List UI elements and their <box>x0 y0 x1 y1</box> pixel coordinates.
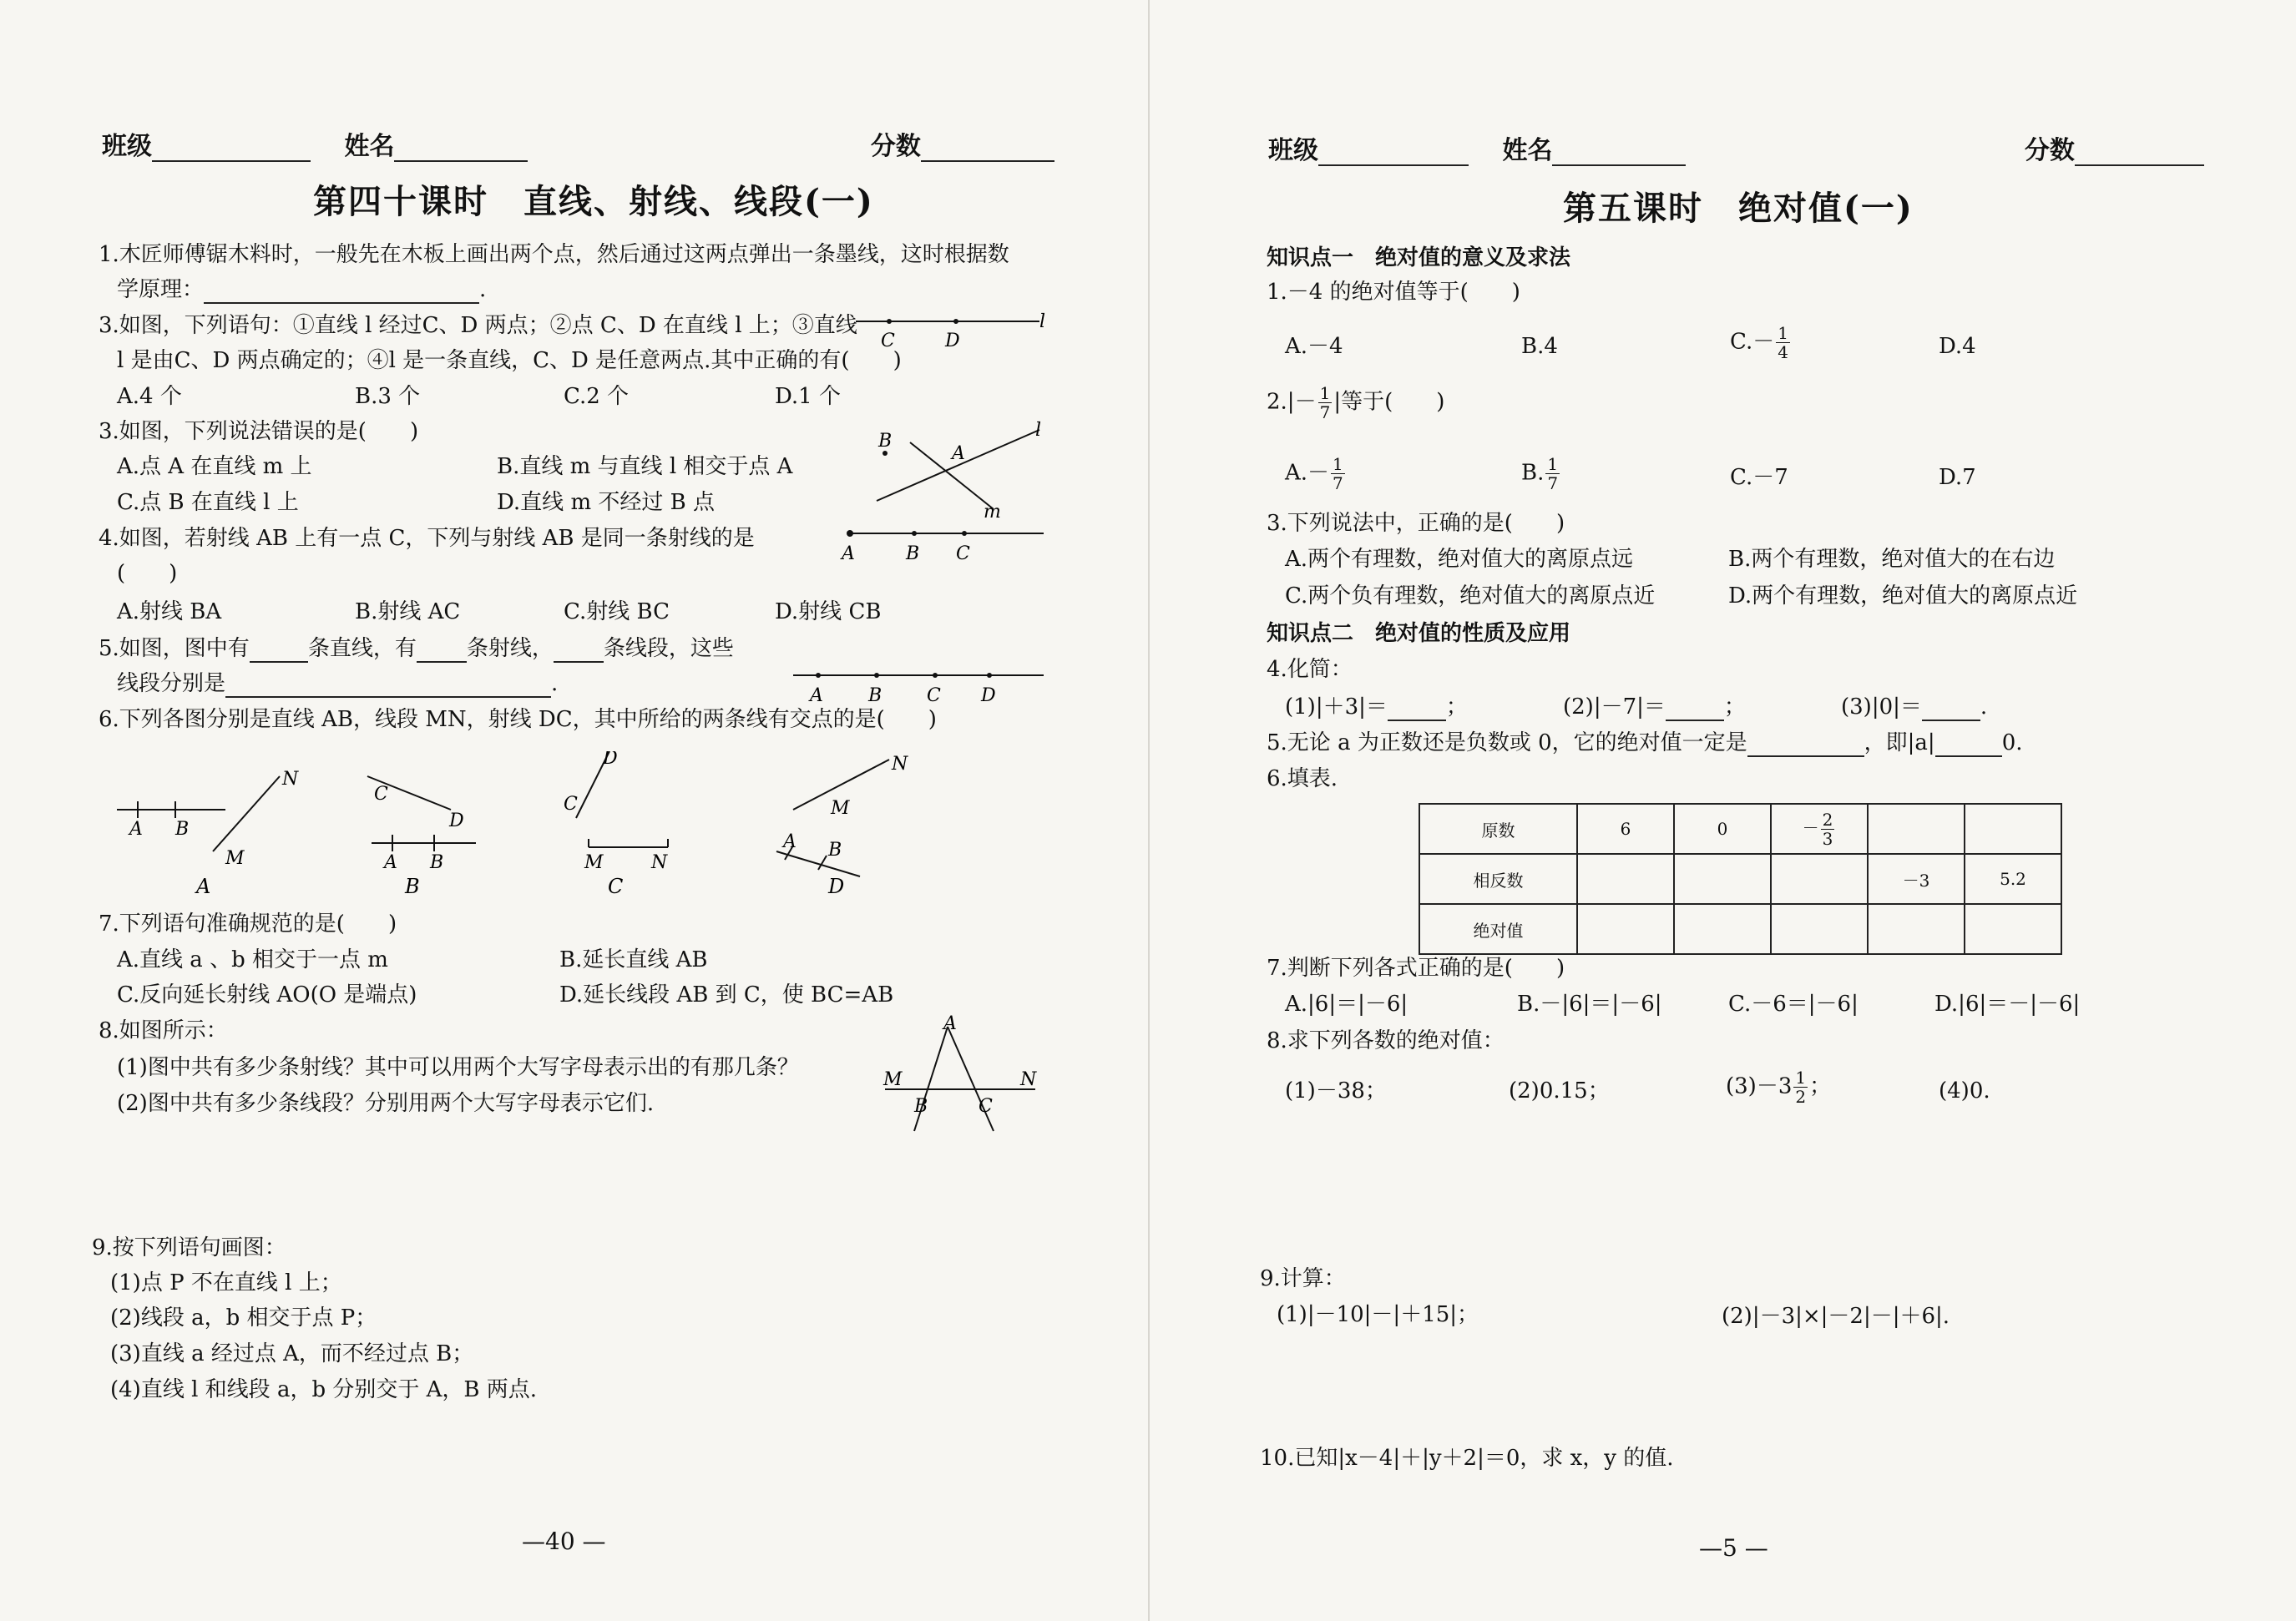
r-q4-b-text: (2)|－7|＝ <box>1563 694 1666 720</box>
frac-den: 7 <box>1547 473 1559 493</box>
r-q7-opt-a: A.|6|＝|－6| <box>1285 992 1408 1017</box>
name-blank[interactable] <box>1552 141 1686 166</box>
cell-empty[interactable] <box>1868 804 1965 854</box>
q5-blank3[interactable] <box>554 638 604 663</box>
fig-label-b: B <box>405 875 420 898</box>
q9-line3: (2)线段 a，b 相交于点 P； <box>110 1305 377 1331</box>
q1-line1: 1.木匠师傅锯木料时，一般先在木板上画出两个点，然后通过这两点弹出一条墨线，这时根据数 <box>99 242 1009 267</box>
r-q5-line1 <box>1267 729 2023 757</box>
svg-text:B: B <box>906 543 920 563</box>
r-q4-blank2[interactable] <box>1666 696 1724 721</box>
r-q4-a: (1)|＋3|＝ ； <box>1285 694 1468 720</box>
q7-line1: 7.下列语句准确规范的是( ) <box>99 911 397 937</box>
r-q9-a: (1)|－10|－|＋15|； <box>1277 1302 1479 1327</box>
cell-empty[interactable] <box>1965 904 2061 954</box>
class-blank[interactable] <box>152 137 311 162</box>
q3-opt-d: D.直线 m 不经过 B 点 <box>497 490 716 515</box>
q7-opt-c: C.反向延长射线 AO(O 是端点) <box>117 982 417 1007</box>
fraction <box>1318 384 1333 422</box>
svg-text:M: M <box>225 848 245 869</box>
svg-text:C: C <box>956 543 970 563</box>
frac-den: 3 <box>1822 828 1833 849</box>
cell-empty[interactable] <box>1577 854 1674 904</box>
q5-blank1[interactable] <box>250 638 308 663</box>
q4-opt-d: D.射线 CB <box>775 599 882 624</box>
r-q1-line1: 1.－4 的绝对值等于( ) <box>1267 280 1520 305</box>
q4-line2: ( ) <box>117 561 178 586</box>
q9-line4: (3)直线 a 经过点 A，而不经过点 B； <box>110 1341 474 1366</box>
r-q8-a: (1)－38； <box>1285 1078 1387 1103</box>
cell-empty[interactable] <box>1868 904 1965 954</box>
frac-num: 1 <box>1795 1068 1807 1088</box>
svg-text:D: D <box>603 751 618 769</box>
r-q9-line1: 9.计算： <box>1260 1266 1346 1291</box>
q9-line2: (1)点 P 不在直线 l 上； <box>110 1270 342 1295</box>
svg-text:C: C <box>881 331 895 351</box>
r-q8-b: (2)0.15； <box>1509 1078 1610 1103</box>
frac-num: 2 <box>1822 809 1833 830</box>
q8-line1: 8.如图所示： <box>99 1018 228 1043</box>
svg-text:N: N <box>651 852 668 873</box>
q2-opt-b: B.3 个 <box>355 384 421 409</box>
q5-a: 5.如图，图中有 <box>99 636 250 661</box>
q4-opt-c: C.射线 BC <box>564 599 670 624</box>
header-left <box>102 125 1054 162</box>
r-q2-a-text: A.－ <box>1285 460 1330 486</box>
fraction <box>1793 1068 1808 1106</box>
q9-line1: 9.按下列语句画图： <box>92 1235 286 1260</box>
r-q6-line1: 6.填表. <box>1267 766 1338 791</box>
name-label: 姓名 <box>344 132 395 161</box>
r-q1-c-text: C.－ <box>1730 329 1775 355</box>
fraction <box>1545 455 1560 492</box>
cell-empty[interactable] <box>1577 904 1674 954</box>
q4-line1: 4.如图，若射线 AB 上有一点 C，下列与射线 AB 是同一条射线的是 <box>99 526 755 551</box>
q5-blank4[interactable] <box>225 673 551 698</box>
svg-text:C: C <box>927 685 941 705</box>
r-q3-opt-b: B.两个有理数，绝对值大的在右边 <box>1728 547 2056 572</box>
table-row <box>1419 904 2061 954</box>
svg-text:N: N <box>892 754 908 775</box>
q2-figure <box>852 309 1052 359</box>
r-q2-pre: 2.|－ <box>1267 389 1317 415</box>
q5-line1 <box>99 634 734 663</box>
score-label: 分数 <box>2024 136 2075 165</box>
r-q7-line1: 7.判断下列各式正确的是( ) <box>1267 956 1565 981</box>
q8-figure <box>877 1014 1052 1139</box>
header-right <box>1268 129 2204 166</box>
row-header: 原数 <box>1419 804 1577 854</box>
svg-text:D: D <box>449 810 464 831</box>
r-q5-a: 5.无论 a 为正数还是负数或 0，它的绝对值一定是 <box>1267 730 1747 755</box>
q3-opt-a: A.点 A 在直线 m 上 <box>117 454 312 479</box>
q5-line2: 线段分别是 . <box>117 671 559 696</box>
right-page <box>1148 0 2296 1621</box>
class-label: 班级 <box>1268 136 1318 165</box>
r-q4-line1: 4.化简： <box>1267 657 1353 682</box>
r-q4-c-text: (3)|0|＝ <box>1841 694 1922 720</box>
score-blank[interactable] <box>2075 141 2204 166</box>
q4-opt-a: A.射线 BA <box>117 599 222 624</box>
svg-text:A: A <box>952 443 965 464</box>
r-q9-b: (2)|－3|×|－2|－|＋6|. <box>1722 1304 1950 1329</box>
fig-label-a: A <box>196 875 211 898</box>
q5-blank2[interactable] <box>417 638 467 663</box>
frac-den: 7 <box>1319 402 1331 422</box>
q1-l2: 学原理： <box>117 277 205 302</box>
r-q2-opt-a <box>1285 455 1347 492</box>
q3-opt-b: B.直线 m 与直线 l 相交于点 A <box>497 454 793 479</box>
r-q1-opt-d: D.4 <box>1939 334 1976 359</box>
class-blank[interactable] <box>1318 141 1469 166</box>
svg-text:A: A <box>842 543 855 563</box>
page-number-left: —40 — <box>522 1528 606 1555</box>
frac-den: 7 <box>1333 473 1343 493</box>
cell-empty[interactable] <box>1771 854 1868 904</box>
table-row <box>1419 804 2061 854</box>
q5-d: 条线段，这些 <box>603 636 734 661</box>
row-header: 绝对值 <box>1419 904 1577 954</box>
q5-figure <box>785 664 1052 705</box>
svg-text:A: A <box>810 685 823 705</box>
r-q3-opt-d: D.两个有理数，绝对值大的离原点近 <box>1728 583 2078 609</box>
svg-text:M: M <box>831 798 850 819</box>
r-q3-opt-a: A.两个有理数，绝对值大的离原点远 <box>1285 547 1634 572</box>
name-blank[interactable] <box>394 137 528 162</box>
q1-blank[interactable] <box>204 279 479 304</box>
r-q2-line1 <box>1267 384 1444 422</box>
r-q4-blank3[interactable] <box>1922 696 1980 721</box>
svg-text:A: A <box>129 819 143 840</box>
frac-num: 1 <box>1333 454 1343 474</box>
r-q2-opt-d: D.7 <box>1939 465 1976 490</box>
name-label: 姓名 <box>1502 136 1553 165</box>
q8-line2: (1)图中共有多少条射线？其中可以用两个大写字母表示出的有那几条？ <box>117 1055 799 1080</box>
cell: 6 <box>1577 804 1674 854</box>
svg-text:N: N <box>282 769 299 790</box>
q8-line3: (2)图中共有多少条线段？分别用两个大写字母表示它们. <box>117 1091 655 1116</box>
r-q5-c: 0. <box>2001 730 2023 755</box>
q5-l2: 线段分别是 <box>117 671 226 696</box>
cell: 5.2 <box>1965 854 2061 904</box>
q1-line2: 学原理： . <box>117 277 487 302</box>
r-q10: 10.已知|x－4|＋|y＋2|＝0，求 x，y 的值. <box>1260 1446 1674 1471</box>
svg-text:C: C <box>374 784 388 805</box>
q2-opt-a: A.4 个 <box>117 384 182 409</box>
page-title: 第五课时 绝对值(一) <box>1563 189 1914 228</box>
svg-text:A: A <box>384 852 397 873</box>
r-q1-opt-a: A.－4 <box>1285 334 1343 359</box>
fill-table <box>1419 803 2062 955</box>
r-q4-a-text: (1)|＋3|＝ <box>1285 694 1388 720</box>
r-q8-c: (3)－3 $\frac{1}{2}$ ； <box>1726 1068 1832 1107</box>
q3-line1: 3.如图，下列说法错误的是( ) <box>99 419 419 444</box>
svg-text:B: B <box>868 685 882 705</box>
svg-text:C: C <box>564 794 578 815</box>
q2-opt-c: C.2 个 <box>564 384 630 409</box>
svg-text:M: M <box>584 852 604 873</box>
svg-text:B: B <box>878 431 893 452</box>
r-q2-b-text: B. <box>1521 460 1545 486</box>
page-number-right: —5 — <box>1699 1534 1768 1562</box>
frac-num: 1 <box>1778 323 1788 343</box>
svg-text:B: B <box>914 1096 928 1117</box>
r-q5-blank2[interactable] <box>1935 732 2002 757</box>
q6-figures <box>109 751 1060 910</box>
q7-opt-d: D.延长线段 AB 到 C，使 BC=AB <box>559 982 894 1007</box>
r-q4-b: (2)|－7|＝ ； <box>1563 694 1746 720</box>
cell-sign: － <box>1802 817 1819 838</box>
r-q1-opt-b: B.4 <box>1521 334 1558 359</box>
svg-text:l: l <box>1039 311 1046 332</box>
r-q7-opt-d: D.|6|＝－|－6| <box>1934 992 2081 1017</box>
svg-text:A: A <box>943 1014 957 1034</box>
svg-text:C: C <box>979 1096 993 1117</box>
frac-den: 2 <box>1795 1087 1807 1107</box>
r-q8-c-text: (3)－3 <box>1726 1073 1793 1099</box>
svg-text:B: B <box>430 852 444 873</box>
knowledge-point-2: 知识点二 绝对值的性质及应用 <box>1267 621 1571 646</box>
r-q5-b: ，即|a| <box>1864 730 1935 755</box>
q3-opt-c: C.点 B 在直线 l 上 <box>117 490 299 515</box>
q6-line1: 6.下列各图分别是直线 AB，线段 MN，射线 DC，其中所给的两条线有交点的是( ) <box>99 707 937 732</box>
r-q4-blank1[interactable] <box>1388 696 1446 721</box>
r-q1-opt-c <box>1730 324 1792 361</box>
svg-text:l: l <box>1035 420 1042 441</box>
r-q2-opt-c: C.－7 <box>1730 465 1788 490</box>
cell <box>1771 804 1868 854</box>
svg-text:B: B <box>175 819 190 840</box>
svg-text:M: M <box>883 1069 903 1090</box>
r-q8-d: (4)0. <box>1939 1078 1990 1103</box>
page-title: 第四十课时 直线、射线、线段(一) <box>313 182 874 221</box>
q7-opt-b: B.延长直线 AB <box>559 947 708 972</box>
svg-text:B: B <box>828 840 842 861</box>
frac-num: 1 <box>1319 383 1331 403</box>
svg-text:D: D <box>945 331 960 351</box>
cell-empty[interactable] <box>1771 904 1868 954</box>
q4-opt-b: B.射线 AC <box>355 599 461 624</box>
fraction <box>1776 324 1790 361</box>
frac-num: 1 <box>1547 454 1559 474</box>
cell: 0 <box>1674 804 1771 854</box>
q3-figure <box>860 417 1052 522</box>
q4-figure <box>835 522 1052 563</box>
cell: －3 <box>1868 854 1965 904</box>
cell-empty[interactable] <box>1674 854 1771 904</box>
q9-line5: (4)直线 l 和线段 a，b 分别交于 A，B 两点. <box>110 1377 538 1402</box>
fraction <box>1331 455 1345 492</box>
score-label: 分数 <box>870 132 921 161</box>
knowledge-point-1: 知识点一 绝对值的意义及求法 <box>1267 245 1571 270</box>
cell-empty[interactable] <box>1965 804 2061 854</box>
r-q3-line1: 3.下列说法中，正确的是( ) <box>1267 511 1565 536</box>
svg-text:m: m <box>984 502 1001 522</box>
class-label: 班级 <box>102 132 152 161</box>
q2-line2: l 是由C、D 两点确定的；④l 是一条直线，C、D 是任意两点.其中正确的有( ) <box>117 348 902 373</box>
q5-c: 条射线， <box>466 636 554 661</box>
fig-label-d: D <box>828 875 845 898</box>
r-q2-opt-b <box>1521 455 1561 492</box>
r-q8-line1: 8.求下列各数的绝对值： <box>1267 1028 1505 1053</box>
r-q5-blank1[interactable] <box>1747 732 1864 757</box>
table-row <box>1419 854 2061 904</box>
svg-text:D: D <box>981 685 996 705</box>
r-q3-opt-c: C.两个负有理数，绝对值大的离原点近 <box>1285 583 1656 609</box>
r-q7-opt-c: C.－6＝|－6| <box>1728 992 1859 1017</box>
r-q4-c: (3)|0|＝ . <box>1841 694 1988 720</box>
q7-opt-a: A.直线 a 、b 相交于一点 m <box>117 947 388 972</box>
score-blank[interactable] <box>921 137 1054 162</box>
cell-empty[interactable] <box>1674 904 1771 954</box>
q2-opt-d: D.1 个 <box>775 384 841 409</box>
r-q2-post: |等于( ) <box>1333 389 1445 415</box>
r-q7-opt-b: B.－|6|＝|－6| <box>1517 992 1662 1017</box>
q2-line1: 3.如图，下列语句：①直线 l 经过C、D 两点；②点 C、D 在直线 l 上；③直线 <box>99 313 857 338</box>
row-header: 相反数 <box>1419 854 1577 904</box>
frac-den: 4 <box>1778 342 1788 362</box>
fraction <box>1821 810 1835 848</box>
svg-text:A: A <box>783 831 797 852</box>
fig-label-c: C <box>608 875 624 898</box>
svg-text:N: N <box>1020 1069 1037 1090</box>
q5-b: 条直线，有 <box>307 636 417 661</box>
